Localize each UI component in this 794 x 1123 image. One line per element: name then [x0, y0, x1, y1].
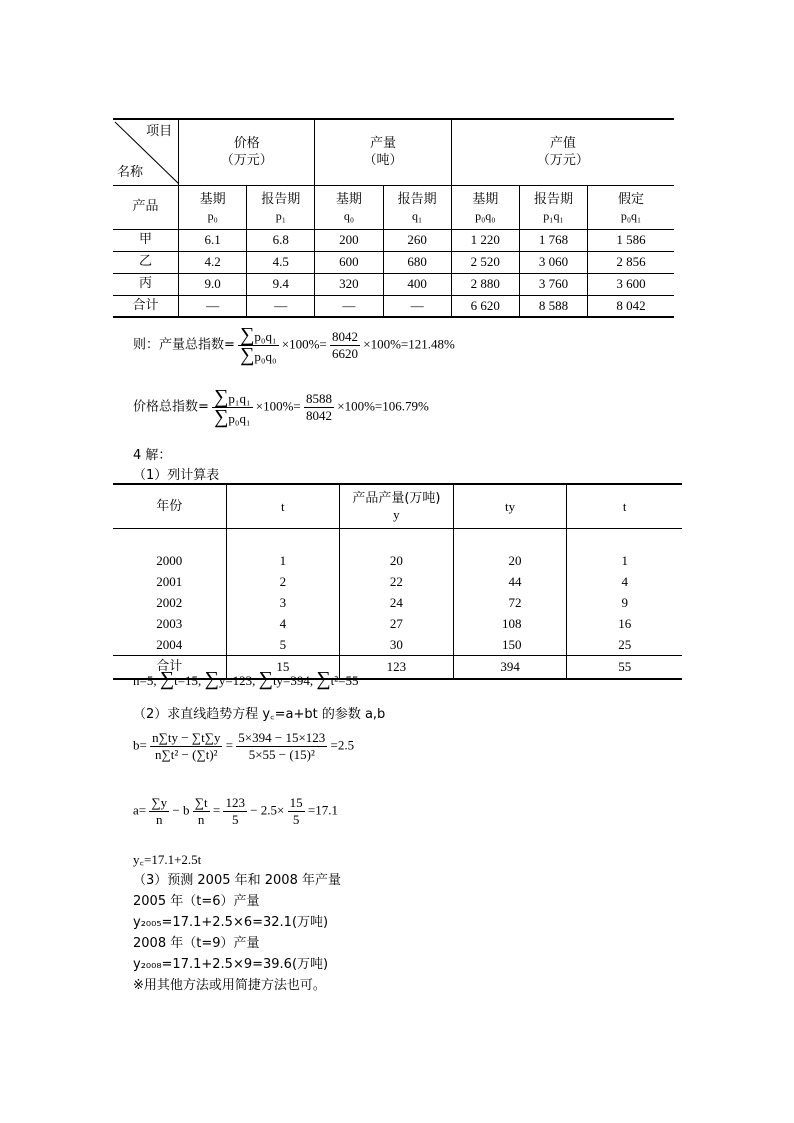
- step1-heading: （1）列计算表: [133, 468, 220, 483]
- total-row: 合计 — — — — 6 620 8 588 8 042: [113, 295, 674, 317]
- table-row: 丙 9.0 9.4 320 400 2 880 3 760 3 600: [113, 273, 674, 295]
- yc-equation: y꜀=17.1+2.5t: [133, 852, 202, 867]
- table-row: 甲 6.1 6.8 200 260 1 220 1 768 1 586: [113, 229, 674, 251]
- table-row: 2000 1 20 20 1: [113, 550, 682, 571]
- b-formula: b= $\frac{n\sum ty - \sum t\sum y}{\text{n∑t² − (∑t)²}}$ = $\frac{5\times 394 - 15\times 123}{\text{5×55 − (15)²}}$ =2.5: [133, 730, 355, 762]
- footnote: ※用其他方法或用简捷方法也可。: [133, 978, 326, 993]
- table-row: 2004 5 30 150 25: [113, 634, 682, 656]
- table-row: 2001 2 22 44 4: [113, 571, 682, 592]
- forecast-2008-value: y₂₀₀₈=17.1+2.5×9=39.6(万吨): [133, 957, 329, 972]
- col-header-year: 年份: [113, 484, 226, 529]
- col-header-y: 产品产量(万吨) y: [340, 484, 454, 529]
- table-row: 乙 4.2 4.5 600 680 2 520 3 060 2 856: [113, 251, 674, 273]
- trend-calc-table: [113, 483, 682, 680]
- subheader: 报告期 p₁: [247, 185, 315, 229]
- subheader: 假定 p₀q₁: [588, 185, 674, 229]
- total-row: 合计 15 123 394 55: [113, 656, 682, 680]
- corner-label-top: 项目: [146, 124, 173, 139]
- col-header-t: t: [226, 484, 340, 529]
- group-value: 产值 （万元）: [451, 119, 674, 185]
- subheader: 基期 p₀q₀: [451, 185, 519, 229]
- subheader: 基期 q₀: [315, 185, 383, 229]
- output-index-formula: 则：产量总指数= $\frac{\text{∑p₀q₁}}{\text{∑p₀q₀}}$ ×100%= $\frac{8042}{6620}$ ×100%=121.48%: [133, 324, 455, 366]
- forecast-2005-value: y₂₀₀₅=17.1+2.5×6=32.1(万吨): [133, 915, 329, 930]
- step3-heading: （3）预测 2005 年和 2008 年产量: [133, 873, 341, 888]
- subheader: 报告期 q₁: [383, 185, 451, 229]
- a-formula: a= $\frac{\sum y}{n}$ − b $\frac{\sum t}{n}$ = $\frac{123}{5}$ − 2.5× $\frac{15}{5}$ =17.1: [133, 795, 338, 827]
- group-output: 产量 （吨）: [315, 119, 451, 185]
- row-label-header: 产品: [113, 185, 179, 229]
- col-header-ty: ty: [453, 484, 567, 529]
- subheader: 基期 p₀: [179, 185, 247, 229]
- step2-heading: （2）求直线趋势方程 y꜀=a+bt 的参数 a,b: [133, 707, 386, 722]
- group-price: 价格 （万元）: [179, 119, 315, 185]
- q4-title: 4 解：: [133, 448, 172, 463]
- forecast-2005-label: 2005 年（t=6）产量: [133, 894, 260, 909]
- subheader: 报告期 p₁q₁: [519, 185, 587, 229]
- sums-line: n=5, ∑t=15, ∑y=123, ∑ty=394, ∑t²=55: [133, 668, 359, 690]
- table1-corner-cell: [113, 119, 179, 185]
- price-output-table: [113, 118, 674, 318]
- forecast-2008-label: 2008 年（t=9）产量: [133, 936, 260, 951]
- price-index-formula: 价格总指数= $\frac{\text{∑p₁q₁}}{\text{∑p₀q₁}}$ ×100%= $\frac{8588}{8042}$ ×100%=106.79%: [133, 386, 429, 428]
- corner-label-bottom: 名称: [117, 164, 144, 180]
- table-row: 2002 3 24 72 9: [113, 592, 682, 613]
- table-row: 2003 4 27 108 16: [113, 613, 682, 634]
- col-header-t2: t: [567, 484, 682, 529]
